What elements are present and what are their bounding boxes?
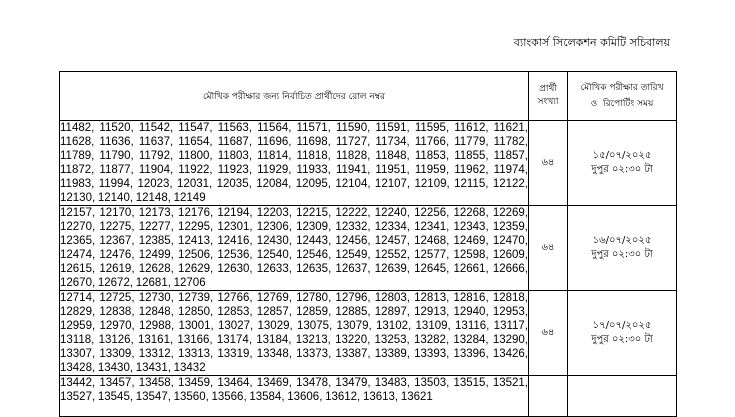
reporting-time: দুপুর ০২:৩০ টা	[591, 249, 653, 260]
schedule-cell	[568, 291, 677, 376]
table-row	[60, 206, 677, 291]
table-row	[60, 376, 677, 417]
candidate-count-header-line2: সংখ্যা	[537, 97, 559, 107]
date-time-header-line1: মৌখিক পরীক্ষার তারিখ	[580, 83, 664, 93]
roll-numbers-header: মৌখিক পরীক্ষার জন্য নির্বাচিত প্রার্থীদের রোল নম্বর	[60, 72, 529, 121]
candidate-count-header	[529, 72, 568, 121]
reporting-time: দুপুর ০২:৩০ টা	[591, 164, 653, 175]
table-row	[60, 291, 677, 376]
reporting-time: দুপুর ০২:৩০ টা	[591, 334, 653, 345]
candidate-count-cell: ৬৪	[529, 291, 568, 376]
candidate-count-header-line1: প্রার্থী	[539, 84, 557, 94]
roll-numbers-cell: 12157, 12170, 12173, 12176, 12194, 12203, 12215, 12222, 12240, 12256, 12268, 12269, 12270, 12275, 12277, 12295, 12301, 12306, 12309, 12332, 12334, 12341, 12343, 12359, 12365, 12367, 12385, 12413, 12416, 12430, 12443, 12456, 12457, 12468, 12469, 12470, 12474, 12476, 12499, 12506, 12536, 12540, 12546, 12549, 12552, 12577, 12598, 12609, 12615, 12619, 12628, 12629, 12630, 12633, 12635, 12637, 12639, 12645, 12661, 12666, 12670, 12672, 12681, 12706	[60, 207, 528, 289]
candidate-count-cell: ৬৪	[529, 206, 568, 291]
candidate-count-cell	[529, 376, 568, 417]
roll-numbers-cell: 12714, 12725, 12730, 12739, 12766, 12769, 12780, 12796, 12803, 12813, 12816, 12818, 12829, 12838, 12848, 12850, 12853, 12857, 12859, 12885, 12897, 12913, 12940, 12953, 12959, 12970, 12988, 13001, 13027, 13029, 13075, 13079, 13102, 13109, 13116, 13117, 13118, 13126, 13161, 13166, 13174, 13184, 13213, 13220, 13253, 13282, 13284, 13290, 13307, 13309, 13312, 13313, 13319, 13348, 13373, 13387, 13389, 13393, 13396, 13426, 13428, 13430, 13431, 13432	[60, 292, 528, 374]
schedule-cell	[568, 206, 677, 291]
roll-numbers-cell: 13442, 13457, 13458, 13459, 13464, 13469, 13478, 13479, 13483, 13503, 13515, 13521, 13527, 13545, 13547, 13560, 13566, 13584, 13606, 13612, 13613, 13621	[60, 376, 529, 417]
viva-date: ১৬/০৭/২০২৫	[592, 235, 652, 246]
table-row	[60, 121, 677, 206]
schedule-cell	[568, 376, 677, 417]
viva-date: ১৫/০৭/২০২৫	[592, 150, 652, 161]
candidate-count-cell: ৬৪	[529, 121, 568, 206]
viva-schedule-table	[59, 71, 677, 417]
roll-numbers-cell: 11482, 11520, 11542, 11547, 11563, 11564, 11571, 11590, 11591, 11595, 11612, 11621, 11628, 11636, 11637, 11654, 11687, 11696, 11698, 11727, 11734, 11766, 11779, 11782, 11789, 11790, 11792, 11800, 11803, 11814, 11818, 11828, 11848, 11853, 11855, 11857, 11872, 11877, 11904, 11922, 11923, 11929, 11933, 11941, 11951, 11959, 11962, 11974, 11983, 11994, 12023, 12031, 12035, 12084, 12095, 12104, 12107, 12109, 12115, 12122, 12130, 12140, 12148, 12149	[60, 122, 528, 204]
date-time-header-line2: ও রিপোর্টিং সময়	[590, 99, 654, 109]
schedule-cell	[568, 121, 677, 206]
viva-date: ১৭/০৭/২০২৫	[592, 320, 652, 331]
date-time-header	[568, 72, 677, 121]
table-header-row	[60, 72, 677, 121]
office-title: ব্যাংকার্স সিলেকশন কমিটি সচিবালয়	[513, 36, 670, 49]
